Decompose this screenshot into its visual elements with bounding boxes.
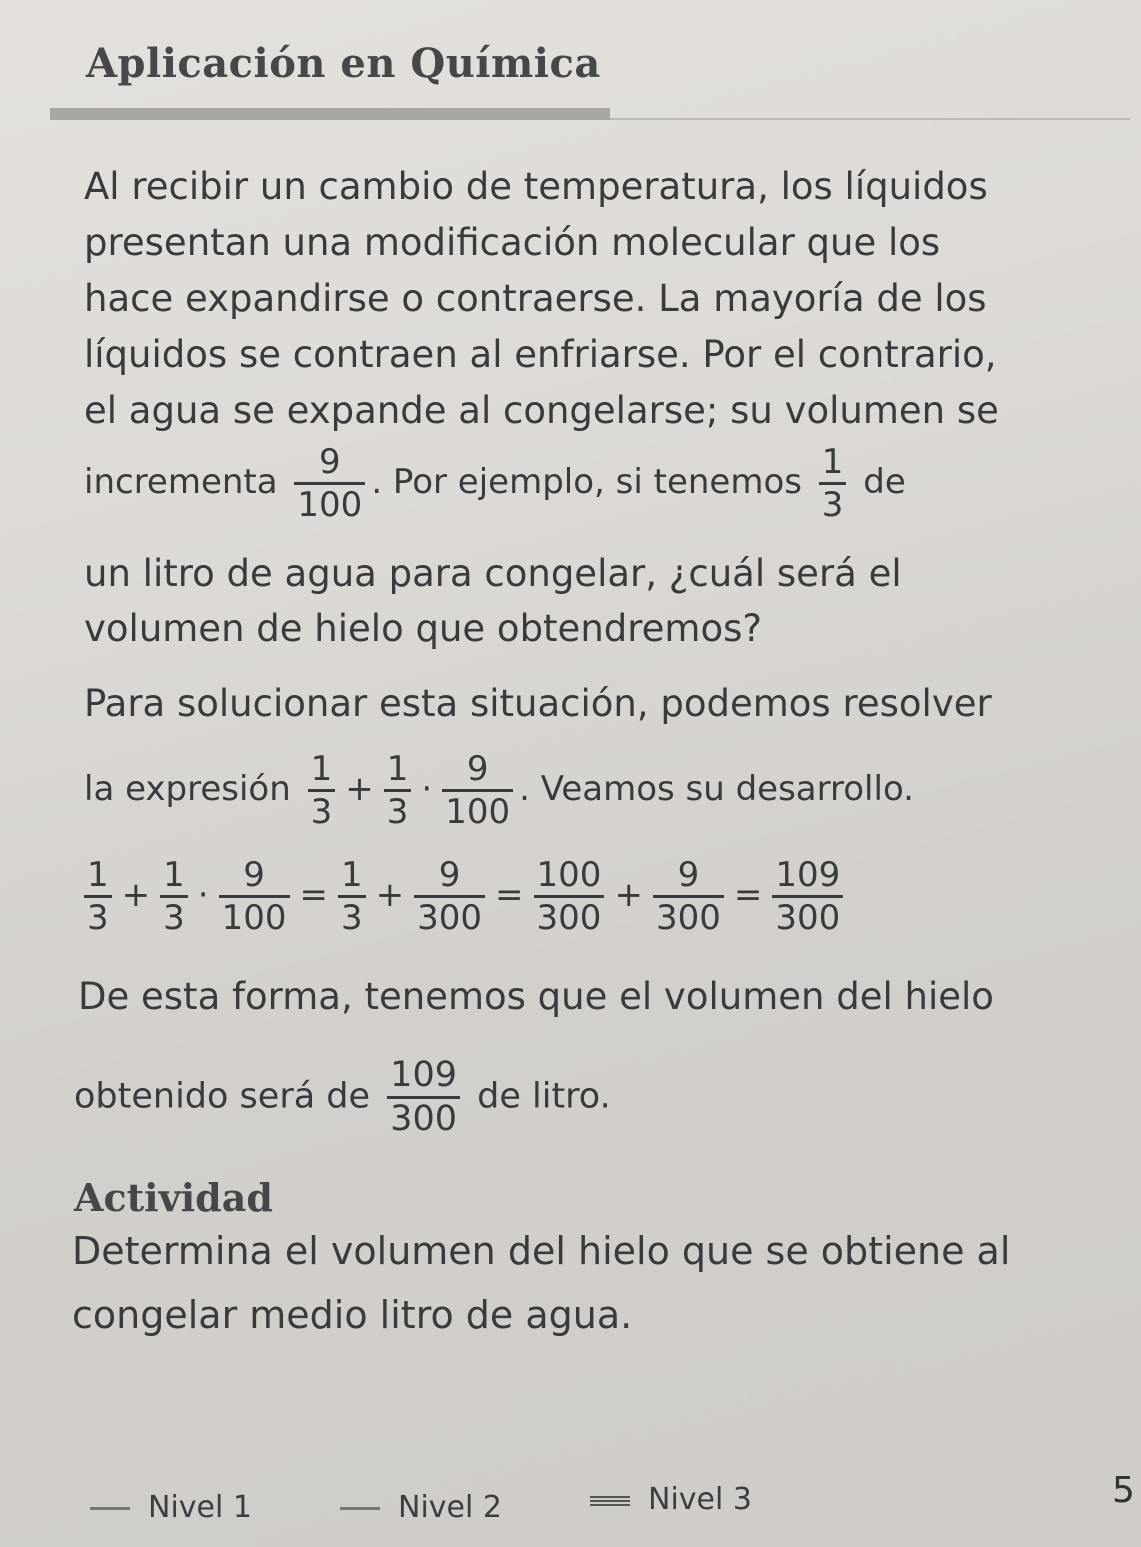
text-line-with-fraction <box>74 1055 611 1139</box>
fraction-numerator: 1 <box>163 855 185 895</box>
title-underline <box>50 108 610 120</box>
text-line-with-fractions <box>84 442 906 525</box>
text-line: Al recibir un cambio de temperatura, los líquidos <box>84 165 988 208</box>
text-segment: obtenido será de <box>74 1076 371 1117</box>
page-number: 5 <box>1112 1470 1135 1511</box>
text-line: el agua se expande al congelarse; su volumen se <box>84 389 999 432</box>
fraction <box>84 855 112 938</box>
fraction-numerator: 109 <box>775 855 841 895</box>
fraction-denominator: 3 <box>384 789 412 829</box>
fraction <box>442 749 513 832</box>
fraction-numerator: 109 <box>390 1055 457 1095</box>
text-line: De esta forma, tenemos que el volumen del hielo <box>78 975 994 1018</box>
fraction-denominator: 300 <box>653 895 724 935</box>
text-segment: de <box>863 462 906 502</box>
text-line: Para solucionar esta situación, podemos resolver <box>84 682 992 725</box>
level-indicator <box>340 1490 502 1525</box>
level-lines-icon <box>590 1496 630 1506</box>
fraction-denominator: 3 <box>308 789 336 829</box>
activity-heading: Actividad <box>74 1175 273 1220</box>
text-line: Determina el volumen del hielo que se obtiene al <box>72 1229 1011 1273</box>
fraction <box>308 749 336 832</box>
fraction-denominator: 3 <box>819 482 847 522</box>
text-line: líquidos se contraen al enfriarse. Por el contrario, <box>84 333 997 376</box>
fraction <box>414 855 485 938</box>
text-line: hace expandirse o contraerse. La mayoría de los <box>84 277 987 320</box>
fraction-denominator: 100 <box>219 895 290 935</box>
fraction-denominator: 3 <box>160 895 188 935</box>
header-divider <box>610 118 1130 120</box>
expression-line <box>84 749 914 832</box>
equals-sign: = <box>495 875 524 915</box>
fraction-denominator: 3 <box>338 895 366 935</box>
plus-sign: + <box>345 769 374 809</box>
level-label: Nivel 1 <box>148 1490 252 1525</box>
fraction-denominator: 300 <box>534 895 605 935</box>
text-line: volumen de hielo que obtendremos? <box>84 607 763 650</box>
fraction-denominator: 100 <box>442 789 513 829</box>
fraction-denominator: 100 <box>294 482 365 522</box>
fraction <box>160 855 188 938</box>
fraction <box>338 855 366 938</box>
fraction <box>294 442 365 525</box>
plus-sign: + <box>375 875 405 915</box>
equals-sign: = <box>733 875 763 915</box>
text-segment: incrementa <box>84 462 278 502</box>
fraction-denominator: 3 <box>84 895 112 935</box>
level-indicator <box>590 1482 752 1517</box>
level-label: Nivel 2 <box>398 1490 502 1525</box>
fraction-numerator: 1 <box>87 855 109 895</box>
text-line: un litro de agua para congelar, ¿cuál será el <box>84 552 902 595</box>
fraction <box>219 855 290 938</box>
level-line-icon <box>90 1507 130 1510</box>
fraction-numerator: 9 <box>438 855 461 895</box>
text-segment: de litro. <box>477 1076 611 1117</box>
fraction <box>819 442 847 525</box>
fraction-numerator: 1 <box>821 442 844 482</box>
text-segment: . Veamos su desarrollo. <box>519 769 914 809</box>
text-line: presentan una modificación molecular que los <box>84 221 941 264</box>
fraction <box>772 855 843 938</box>
level-indicator <box>90 1490 252 1525</box>
fraction <box>653 855 724 938</box>
text-segment: la expresión <box>84 769 291 809</box>
level-line-icon <box>340 1507 380 1510</box>
dot-operator: · <box>421 769 433 809</box>
fraction-numerator: 9 <box>466 749 489 789</box>
fraction-numerator: 9 <box>677 855 700 895</box>
equation-line <box>78 855 849 938</box>
fraction-numerator: 1 <box>310 749 333 789</box>
fraction-denominator: 300 <box>414 895 485 935</box>
fraction-denominator: 300 <box>387 1096 460 1137</box>
fraction-numerator: 100 <box>536 855 602 895</box>
fraction <box>384 749 412 832</box>
dot-operator: · <box>197 875 209 915</box>
level-label: Nivel 3 <box>648 1482 752 1517</box>
fraction-denominator: 300 <box>772 895 843 935</box>
plus-sign: + <box>121 875 151 915</box>
fraction-numerator: 1 <box>341 855 363 895</box>
text-line: congelar medio litro de agua. <box>72 1293 633 1337</box>
text-segment: . Por ejemplo, si tenemos <box>371 462 802 502</box>
fraction <box>534 855 605 938</box>
fraction-numerator: 1 <box>386 749 409 789</box>
fraction-numerator: 9 <box>243 855 265 895</box>
fraction <box>387 1055 460 1139</box>
page-title: Aplicación en Química <box>86 40 601 87</box>
equals-sign: = <box>299 875 328 915</box>
plus-sign: + <box>614 875 643 915</box>
fraction-numerator: 9 <box>319 442 341 482</box>
